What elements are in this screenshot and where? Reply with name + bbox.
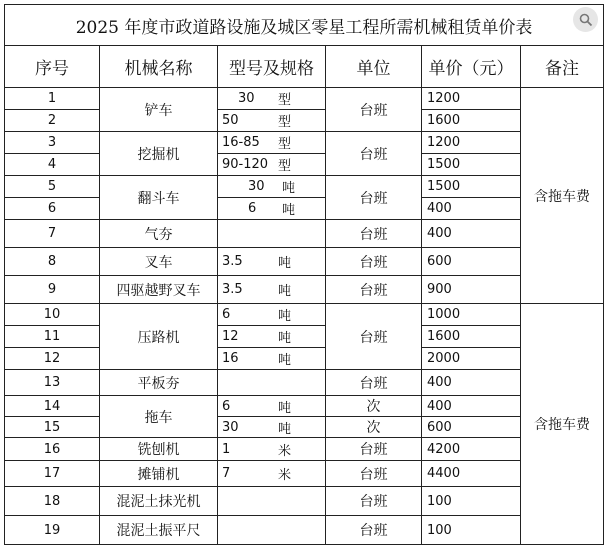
spec-cell [218, 516, 326, 545]
price-cell: 400 [422, 220, 521, 248]
spec-cell [218, 110, 326, 132]
machine-name: 翻斗车 [100, 176, 218, 220]
table-row [5, 326, 604, 348]
spec-unit: 吨 [278, 309, 292, 324]
table-row [5, 487, 604, 516]
spec-cell [218, 396, 326, 417]
spec-value: 30 [222, 419, 239, 435]
remark-cell: 含拖车费 [521, 304, 604, 545]
table-row [5, 417, 604, 438]
spec-unit: 吨 [278, 421, 292, 437]
machine-name: 四驱越野叉车 [100, 276, 218, 304]
spec-cell [218, 198, 326, 220]
spec-cell [218, 176, 326, 198]
spec-value: 30 [248, 179, 265, 194]
spec-cell [218, 88, 326, 110]
spec-unit: 型 [278, 115, 292, 130]
spec-value: 3.5 [222, 282, 243, 297]
unit-cell: 次 [326, 396, 422, 417]
price-cell: 1200 [422, 132, 521, 154]
unit-cell: 台班 [326, 487, 422, 516]
table-row [5, 516, 604, 545]
table-row [5, 198, 604, 220]
row-no: 2 [5, 110, 100, 132]
machine-name: 铲车 [100, 88, 218, 132]
spec-value: 16-85 [222, 135, 260, 150]
price-cell: 2000 [422, 348, 521, 370]
spec-unit: 吨 [278, 331, 292, 346]
spec-cell [218, 417, 326, 438]
spec-unit: 型 [278, 93, 292, 108]
price-cell: 400 [422, 396, 521, 417]
spec-value: 6 [222, 307, 231, 322]
machine-name: 摊铺机 [100, 461, 218, 487]
price-cell: 400 [422, 198, 521, 220]
price-cell: 1500 [422, 154, 521, 176]
table-row [5, 88, 604, 110]
header-no: 序号 [5, 46, 100, 88]
header-unit: 单位 [326, 46, 422, 88]
price-cell: 400 [422, 370, 521, 396]
table-title: 2025 年度市政道路设施及城区零星工程所需机械租赁单价表 [5, 5, 604, 46]
spec-cell [218, 461, 326, 487]
price-cell: 1500 [422, 176, 521, 198]
row-no: 13 [5, 370, 100, 396]
price-cell: 1600 [422, 326, 521, 348]
spec-cell [218, 154, 326, 176]
header-name: 机械名称 [100, 46, 218, 88]
row-no: 19 [5, 516, 100, 545]
price-cell: 1200 [422, 88, 521, 110]
machine-name: 拖车 [100, 396, 218, 438]
spec-value: 7 [222, 466, 231, 481]
unit-cell: 台班 [326, 220, 422, 248]
spec-unit: 米 [278, 468, 292, 483]
remark-cell: 含拖车费 [521, 88, 604, 304]
spec-cell [218, 276, 326, 304]
spec-cell [218, 370, 326, 396]
spec-unit: 型 [278, 159, 292, 174]
unit-cell: 台班 [326, 516, 422, 545]
price-cell: 600 [422, 248, 521, 276]
header-remark: 备注 [521, 46, 604, 88]
unit-cell: 次 [326, 417, 422, 438]
unit-cell: 台班 [326, 88, 422, 132]
table-row [5, 154, 604, 176]
price-cell: 100 [422, 487, 521, 516]
price-cell: 1600 [422, 110, 521, 132]
table-row [5, 438, 604, 461]
machine-name: 混泥土振平尺 [100, 516, 218, 545]
spec-value: 12 [222, 329, 239, 344]
table-row [5, 110, 604, 132]
table-row [5, 396, 604, 417]
price-cell: 900 [422, 276, 521, 304]
spec-value: 3.5 [222, 254, 243, 269]
row-no: 1 [5, 88, 100, 110]
spec-cell [218, 220, 326, 248]
spec-cell [218, 304, 326, 326]
header-spec: 型号及规格 [218, 46, 326, 88]
table-row [5, 176, 604, 198]
spec-cell [218, 326, 326, 348]
machine-name: 气夯 [100, 220, 218, 248]
spec-value: 16 [222, 351, 239, 366]
spec-value: 6 [222, 398, 231, 414]
row-no: 18 [5, 487, 100, 516]
unit-cell: 台班 [326, 370, 422, 396]
spec-cell [218, 248, 326, 276]
spec-value: 50 [222, 113, 239, 128]
row-no: 6 [5, 198, 100, 220]
unit-cell: 台班 [326, 438, 422, 461]
price-cell: 4200 [422, 438, 521, 461]
header-price: 单价（元） [422, 46, 521, 88]
row-no: 15 [5, 417, 100, 438]
table-row [5, 132, 604, 154]
machine-name: 混泥土抹光机 [100, 487, 218, 516]
spec-value: 30 [238, 91, 255, 106]
row-no: 17 [5, 461, 100, 487]
table-row [5, 276, 604, 304]
machine-name: 叉车 [100, 248, 218, 276]
machine-name: 压路机 [100, 304, 218, 370]
price-cell: 4400 [422, 461, 521, 487]
machine-name: 铣刨机 [100, 438, 218, 461]
row-no: 8 [5, 248, 100, 276]
row-no: 14 [5, 396, 100, 417]
spec-unit: 米 [278, 443, 292, 459]
spec-cell [218, 132, 326, 154]
row-no: 11 [5, 326, 100, 348]
row-no: 9 [5, 276, 100, 304]
row-no: 12 [5, 348, 100, 370]
row-no: 16 [5, 438, 100, 461]
table-row [5, 220, 604, 248]
spec-unit: 吨 [282, 181, 296, 196]
table-row [5, 348, 604, 370]
unit-cell: 台班 [326, 461, 422, 487]
table-row [5, 248, 604, 276]
spec-unit: 型 [278, 137, 292, 152]
spec-value: 90-120 [222, 157, 269, 172]
row-no: 5 [5, 176, 100, 198]
spec-unit: 吨 [278, 256, 292, 271]
spec-unit: 吨 [278, 284, 292, 299]
unit-cell: 台班 [326, 132, 422, 176]
spec-value: 1 [222, 441, 231, 457]
spec-unit: 吨 [282, 203, 296, 218]
unit-cell: 台班 [326, 176, 422, 220]
header-row [5, 46, 604, 88]
spec-cell [218, 487, 326, 516]
spec-cell [218, 438, 326, 461]
spec-value: 6 [248, 201, 257, 216]
table-row [5, 461, 604, 487]
unit-cell: 台班 [326, 248, 422, 276]
spec-unit: 吨 [278, 353, 292, 368]
spec-unit: 吨 [278, 400, 292, 416]
table-row [5, 304, 604, 326]
unit-cell: 台班 [326, 304, 422, 370]
unit-cell: 台班 [326, 276, 422, 304]
spec-cell [218, 348, 326, 370]
price-cell: 600 [422, 417, 521, 438]
machine-name: 挖掘机 [100, 132, 218, 176]
price-table [4, 4, 604, 545]
row-no: 3 [5, 132, 100, 154]
row-no: 4 [5, 154, 100, 176]
price-cell: 1000 [422, 304, 521, 326]
row-no: 10 [5, 304, 100, 326]
table-row [5, 370, 604, 396]
machine-name: 平板夯 [100, 370, 218, 396]
row-no: 7 [5, 220, 100, 248]
price-cell: 100 [422, 516, 521, 545]
